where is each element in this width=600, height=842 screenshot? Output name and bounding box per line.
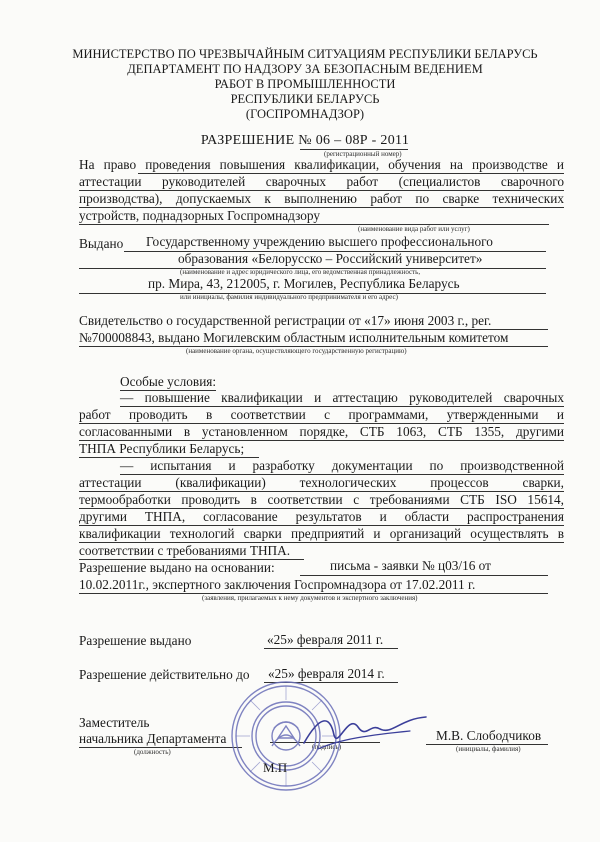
valid-until-label: Разрешение действительно до (79, 667, 250, 682)
conditions-line: — повышение квалификации и аттестацию руководителей сварочных (120, 390, 564, 405)
conditions-line: согласованными в установленном порядке, СТБ 1063, СТБ 1355, другими (79, 424, 564, 439)
issued-to-line-2: образования «Белорусско – Российский университет» (178, 251, 483, 266)
conditions-line: ТНПА Республики Беларусь; (79, 441, 245, 456)
header-republic: РЕСПУБЛИКИ БЕЛАРУСЬ (230, 92, 380, 106)
signatory-name: М.В. Слободчиков (436, 728, 542, 743)
underline (79, 440, 564, 441)
issued-to-label: Выдано (79, 236, 124, 251)
issued-to-note-2: или инициалы, фамилия индивидуального предпринимателя и его адрес) (180, 293, 398, 301)
right-to-line-4: устройств, поднадзорных Госпромнадзору (79, 208, 321, 223)
conditions-line: термообработки проводить в соответствии с требованиями СТБ ISO 15614, (79, 492, 564, 507)
registration-line-1: Свидетельство о государственной регистрации от «17» июня 2003 г., рег. (79, 313, 492, 328)
conditions-line: другими ТНПА, согласование результатов и области распространения (79, 509, 564, 524)
issued-to-note-1: (наименование и адрес юридического лица, его ведомственная принадлежность, (180, 268, 421, 276)
header-abbrev: (ГОСПРОМНАДЗОР) (245, 107, 365, 121)
valid-until-value: «25» февраля 2014 г. (268, 666, 385, 681)
right-to-line-2: аттестации руководителей сварочных работ (специалистов сварочного (79, 174, 564, 189)
underline (79, 207, 564, 208)
header-department-2: РАБОТ В ПРОМЫШЛЕННОСТИ (214, 77, 396, 91)
basis-value-1: письма - заявки № ц03/16 от (330, 558, 491, 573)
conditions-line: — испытания и разработку документации по производственной (120, 458, 564, 473)
signatory-position-1: Заместитель (79, 715, 150, 730)
underline (79, 457, 259, 458)
basis-label: Разрешение выдано на основании: (79, 560, 275, 575)
issued-to-address: пр. Мира, 43, 212005, г. Могилев, Республика Беларусь (148, 276, 460, 291)
conditions-line: соответствии с требованиями ТНПА. (79, 543, 291, 558)
underline (264, 648, 398, 649)
underline (79, 542, 564, 543)
underline (79, 423, 564, 424)
right-to-note: (наименование вида работ или услуг) (358, 225, 470, 233)
underline (79, 508, 564, 509)
underline (79, 224, 549, 225)
underline (138, 173, 564, 174)
conditions-heading: Особые условия: (120, 374, 217, 389)
stamp-place-label: М.П (263, 760, 288, 775)
underline (120, 474, 564, 475)
underline (120, 406, 564, 407)
header-ministry: МИНИСТЕРСТВО ПО ЧРЕЗВЫЧАЙНЫМ СИТУАЦИЯМ РЕСПУБЛИКИ БЕЛАРУСЬ (72, 47, 538, 61)
conditions-line: работ проводить в соответствии с программами, утвержденными и (79, 407, 564, 422)
right-to-line-1: На право проведения повышения квалификации, обучения на производстве и (79, 157, 564, 172)
issued-to-line-1: Государственному учреждению высшего профессионального (146, 234, 493, 249)
underline (79, 491, 564, 492)
name-note: (инициалы, фамилия) (456, 745, 521, 753)
handwritten-signature-icon (300, 705, 430, 755)
basis-line-2: 10.02.2011г., экспертного заключения Госпромнадзора от 17.02.2011 г. (79, 577, 476, 592)
basis-note: (заявления, прилагаемых к нему документов и экспертного заключения) (202, 594, 418, 602)
registration-note: (наименование органа, осуществляющего государственную регистрацию) (186, 347, 407, 355)
underline (79, 190, 564, 191)
signature-note: (подпись) (312, 743, 342, 751)
signatory-position-2: начальника Департамента (79, 731, 227, 746)
underline (79, 525, 564, 526)
conditions-line: аттестации (квалификации) технологических процессов сварки, (79, 475, 564, 490)
right-to-line-3: производства), допускаемых к выполнению работ по сварке технических (79, 191, 564, 206)
issued-date-label: Разрешение выдано (79, 633, 192, 648)
issued-date-value: «25» февраля 2011 г. (267, 632, 384, 647)
registration-line-2: №700008843, выдано Могилевским областным исполнительным комитетом (79, 330, 509, 345)
header-department: ДЕПАРТАМЕНТ ПО НАДЗОРУ ЗА БЕЗОПАСНЫМ ВЕДЕНИЕМ (127, 62, 483, 76)
underline (300, 575, 548, 576)
position-note: (должность) (134, 748, 171, 756)
title-note: (регистрационный номер) (324, 150, 402, 158)
conditions-line: квалификации технологий сварки предприятий и организаций осуществлять в (79, 526, 564, 541)
document-title: РАЗРЕШЕНИЕ № 06 – 08Р - 2011 (200, 133, 410, 148)
